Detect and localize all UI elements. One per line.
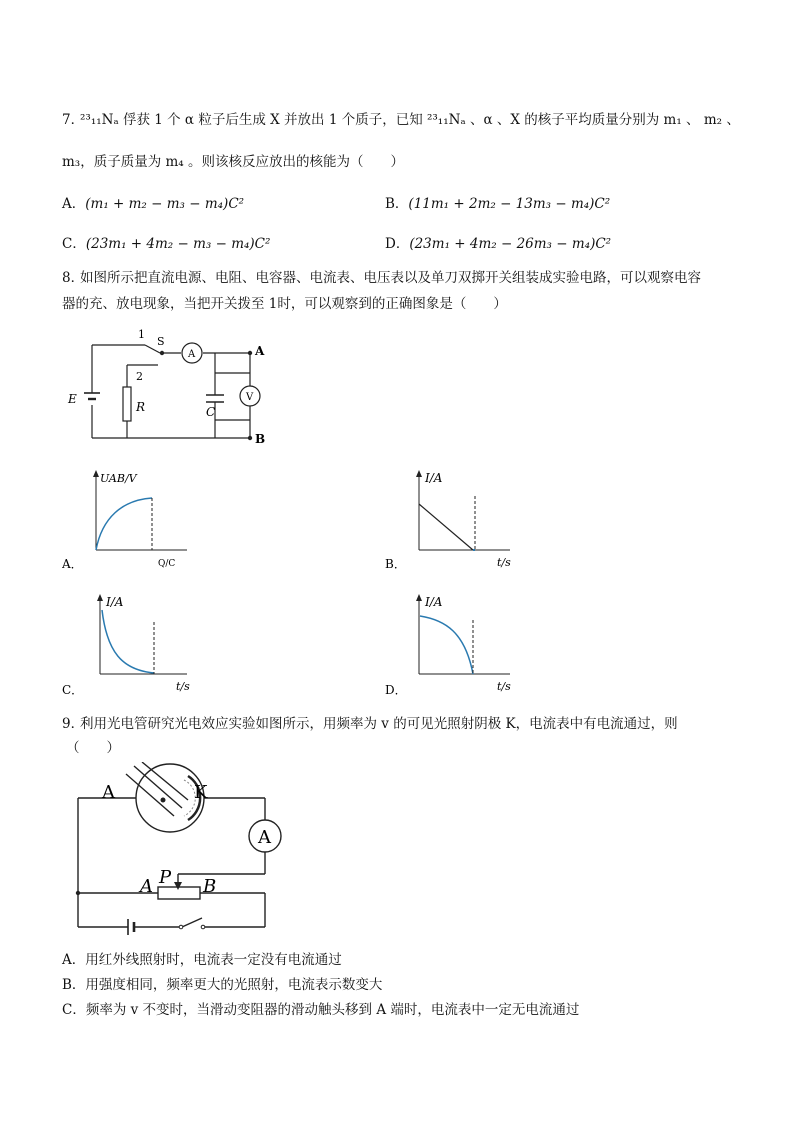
q8-stem-line2: 器的充、放电现象，当把开关拨至 1时，可以观察到的正确图象是（ ） (62, 296, 507, 312)
graph-b-ylabel: I/A (425, 471, 443, 485)
circuit-label-s: S (157, 335, 165, 348)
graph-d-xlabel: t/s (497, 680, 511, 693)
q8-graph-d (385, 592, 515, 700)
q7-number: 7． (62, 112, 85, 128)
photocell-label-k: K (194, 782, 208, 803)
graph-d-option: D． (385, 683, 407, 697)
circuit-terminal-b: B (255, 432, 266, 446)
ammeter-symbol: A (188, 349, 196, 360)
graph-a-option: A． (62, 557, 83, 571)
q7-option-d: D．(23m₁ + 4m₂ − 26m₃ − m₄)C² (385, 236, 612, 252)
graph-c-ylabel: I/A (106, 595, 124, 609)
q7-option-c: C．(23m₁ + 4m₂ − m₃ − m₄)C² (62, 236, 271, 252)
rheostat-label-b: B (203, 876, 217, 897)
photocell-label-a: A (102, 782, 115, 803)
graph-b-xlabel: t/s (497, 556, 511, 569)
graph-c-option: C． (62, 683, 84, 697)
q9-stem-line2: （ ） (66, 740, 120, 756)
circuit-label-r: R (136, 400, 146, 414)
circuit-label-2: 2 (136, 370, 143, 383)
q8-graph-b (385, 468, 515, 576)
circuit-label-e: E (68, 392, 77, 406)
q8-number: 8． (62, 270, 85, 286)
q9-option-c: C．频率为 v 不变时，当滑动变阻器的滑动触头移到 A 端时，电流表中一定无电流通过 (62, 1002, 580, 1018)
circuit-terminal-a: A (255, 344, 265, 358)
q9-option-b: B．用强度相同，频率更大的光照射，电流表示数变大 (62, 977, 383, 993)
q7-stem-line2: m₃，质子质量为 m₄ 。则该核反应放出的核能为（ ） (62, 154, 405, 170)
q9-number: 9． (62, 716, 85, 732)
q8-graph-a (62, 468, 192, 576)
ammeter-symbol-q9: A (258, 827, 271, 848)
graph-c-xlabel: t/s (176, 680, 190, 693)
graph-d-ylabel: I/A (425, 595, 443, 609)
rheostat-label-p: P (159, 867, 172, 888)
graph-a-xlabel: Q/C (158, 559, 176, 569)
q9-stem-line1: 利用光电管研究光电效应实验如图所示，用频率为 v 的可见光照射阴极 K，电流表中有电流通过，则 (80, 716, 678, 732)
q8-stem-line1: 如图所示把直流电源、电阻、电容器、电流表、电压表以及单刀双掷开关组装成实验电路，可以观察电容 (80, 270, 701, 286)
q7-stem-line1: ²³₁₁Nₐ 俘获 1 个 α 粒子后生成 X 并放出 1 个质子，已知 ²³₁₁Nₐ 、α 、X 的核子平均质量分别为 m₁ 、 m₂ 、 (80, 112, 740, 128)
q7-option-b: B．(11m₁ + 2m₂ − 13m₃ − m₄)C² (385, 196, 611, 212)
circuit-label-1: 1 (138, 328, 145, 341)
rheostat-label-a: A (140, 876, 153, 897)
q8-graph-c (62, 592, 192, 700)
q9-photoelectric-diagram (70, 762, 285, 942)
circuit-label-c: C (206, 405, 216, 419)
q8-circuit-diagram (60, 325, 290, 450)
voltmeter-symbol: V (246, 392, 254, 403)
q7-option-a: A．(m₁ + m₂ − m₃ − m₄)C² (62, 196, 245, 212)
graph-a-ylabel: UAB/V (100, 472, 137, 485)
q9-option-a: A．用红外线照射时，电流表一定没有电流通过 (62, 952, 342, 968)
graph-b-option: B． (385, 557, 406, 571)
